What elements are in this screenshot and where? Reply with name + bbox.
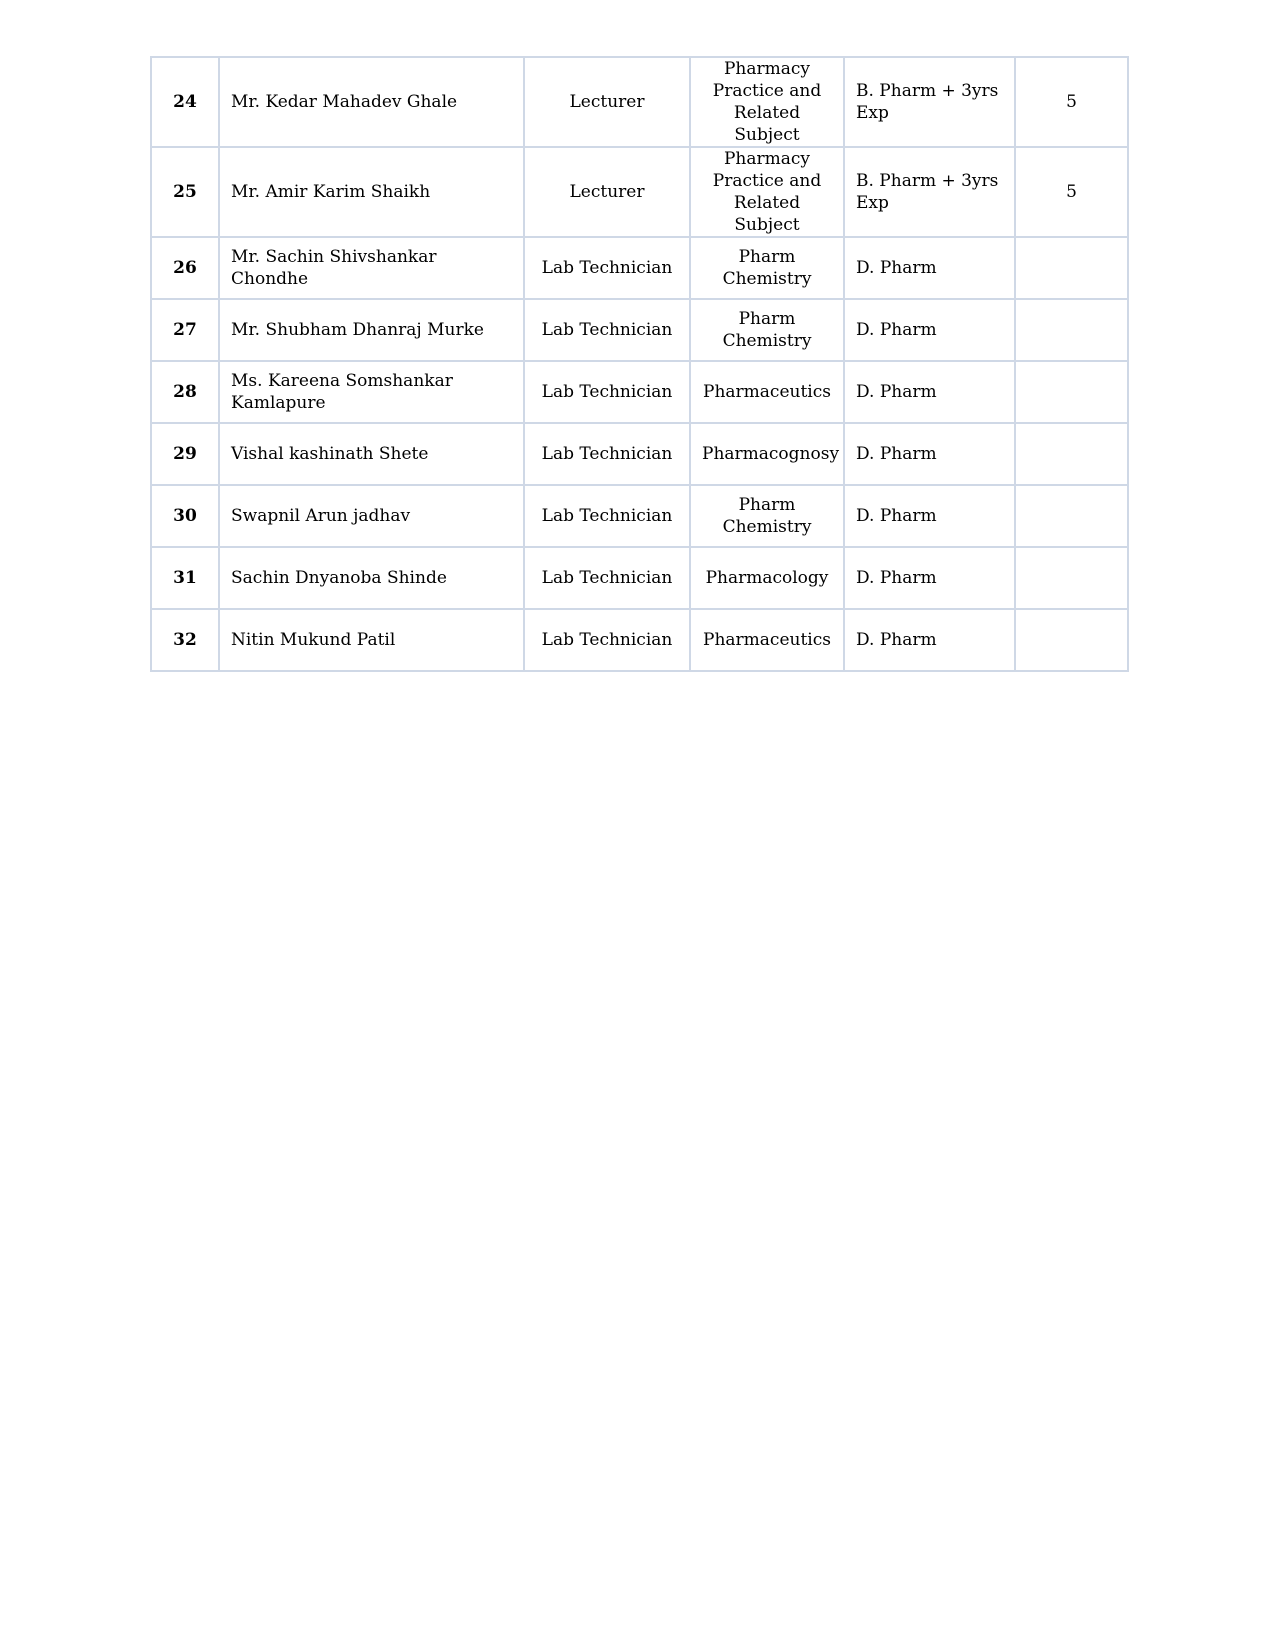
name-text: Ms. Kareena Somshankar Kamlapure <box>231 371 453 413</box>
subject-text: Pharmacy Practice and Related Subject <box>712 59 822 145</box>
qualification-text: B. Pharm + 3yrs Exp <box>856 171 999 213</box>
designation-cell: Lab Technician <box>524 485 690 547</box>
qualification-text: D. Pharm <box>856 506 937 526</box>
subject-cell <box>690 299 844 361</box>
subject-cell <box>690 485 844 547</box>
name-text: Vishal kashinath Shete <box>231 444 429 464</box>
experience-cell <box>1015 485 1128 547</box>
name-cell <box>219 237 524 299</box>
qualification-cell <box>844 57 1015 147</box>
name-cell <box>219 485 524 547</box>
serial-number-cell: 31 <box>151 547 219 609</box>
subject-cell <box>690 609 844 671</box>
experience-cell <box>1015 547 1128 609</box>
subject-cell <box>690 547 844 609</box>
designation-cell: Lab Technician <box>524 361 690 423</box>
designation-cell: Lab Technician <box>524 547 690 609</box>
table-row <box>151 609 1128 671</box>
qualification-cell <box>844 299 1015 361</box>
designation-cell: Lab Technician <box>524 299 690 361</box>
qualification-text: D. Pharm <box>856 258 937 278</box>
qualification-cell <box>844 485 1015 547</box>
subject-cell <box>690 237 844 299</box>
qualification-cell <box>844 423 1015 485</box>
qualification-text: D. Pharm <box>856 382 937 402</box>
name-text: Swapnil Arun jadhav <box>231 506 411 526</box>
subject-text: Pharm Chemistry <box>722 247 812 289</box>
subject-text: Pharmaceutics <box>703 382 831 402</box>
experience-cell <box>1015 361 1128 423</box>
serial-number-cell: 29 <box>151 423 219 485</box>
subject-text: Pharmacology <box>705 568 829 588</box>
designation-cell: Lab Technician <box>524 423 690 485</box>
experience-cell: 5 <box>1015 57 1128 147</box>
subject-cell <box>690 147 844 237</box>
designation-cell: Lecturer <box>524 147 690 237</box>
name-cell <box>219 547 524 609</box>
table-row <box>151 361 1128 423</box>
table-row <box>151 423 1128 485</box>
subject-text: Pharm Chemistry <box>722 495 812 537</box>
name-cell <box>219 299 524 361</box>
name-text: Nitin Mukund Patil <box>231 630 396 650</box>
subject-text: Pharmacognosy <box>702 444 840 464</box>
qualification-text: D. Pharm <box>856 568 937 588</box>
name-cell <box>219 609 524 671</box>
serial-number-cell: 26 <box>151 237 219 299</box>
experience-cell <box>1015 609 1128 671</box>
experience-cell <box>1015 423 1128 485</box>
qualification-cell <box>844 361 1015 423</box>
staff-table <box>150 56 1129 672</box>
serial-number-cell: 27 <box>151 299 219 361</box>
qualification-cell <box>844 609 1015 671</box>
table-row <box>151 547 1128 609</box>
qualification-text: D. Pharm <box>856 444 937 464</box>
name-cell <box>219 147 524 237</box>
qualification-text: D. Pharm <box>856 320 937 340</box>
table-row <box>151 57 1128 147</box>
subject-text: Pharmaceutics <box>703 630 831 650</box>
designation-cell: Lab Technician <box>524 609 690 671</box>
subject-cell <box>690 423 844 485</box>
name-text: Mr. Kedar Mahadev Ghale <box>231 92 458 112</box>
serial-number-cell: 28 <box>151 361 219 423</box>
name-text: Sachin Dnyanoba Shinde <box>231 568 447 588</box>
qualification-cell <box>844 547 1015 609</box>
table-row <box>151 299 1128 361</box>
subject-cell <box>690 57 844 147</box>
serial-number-cell: 30 <box>151 485 219 547</box>
designation-cell: Lecturer <box>524 57 690 147</box>
experience-cell <box>1015 299 1128 361</box>
table-row <box>151 485 1128 547</box>
serial-number-cell: 32 <box>151 609 219 671</box>
subject-text: Pharmacy Practice and Related Subject <box>712 149 822 235</box>
qualification-text: B. Pharm + 3yrs Exp <box>856 81 999 123</box>
qualification-cell <box>844 147 1015 237</box>
table-row <box>151 147 1128 237</box>
table-row <box>151 237 1128 299</box>
serial-number-cell: 24 <box>151 57 219 147</box>
name-cell <box>219 423 524 485</box>
experience-cell: 5 <box>1015 147 1128 237</box>
subject-cell <box>690 361 844 423</box>
name-text: Mr. Shubham Dhanraj Murke <box>231 320 484 340</box>
name-cell <box>219 361 524 423</box>
qualification-cell <box>844 237 1015 299</box>
name-text: Mr. Sachin Shivshankar Chondhe <box>231 247 437 289</box>
qualification-text: D. Pharm <box>856 630 937 650</box>
serial-number-cell: 25 <box>151 147 219 237</box>
name-text: Mr. Amir Karim Shaikh <box>231 182 431 202</box>
experience-cell <box>1015 237 1128 299</box>
designation-cell: Lab Technician <box>524 237 690 299</box>
name-cell <box>219 57 524 147</box>
subject-text: Pharm Chemistry <box>722 309 812 351</box>
